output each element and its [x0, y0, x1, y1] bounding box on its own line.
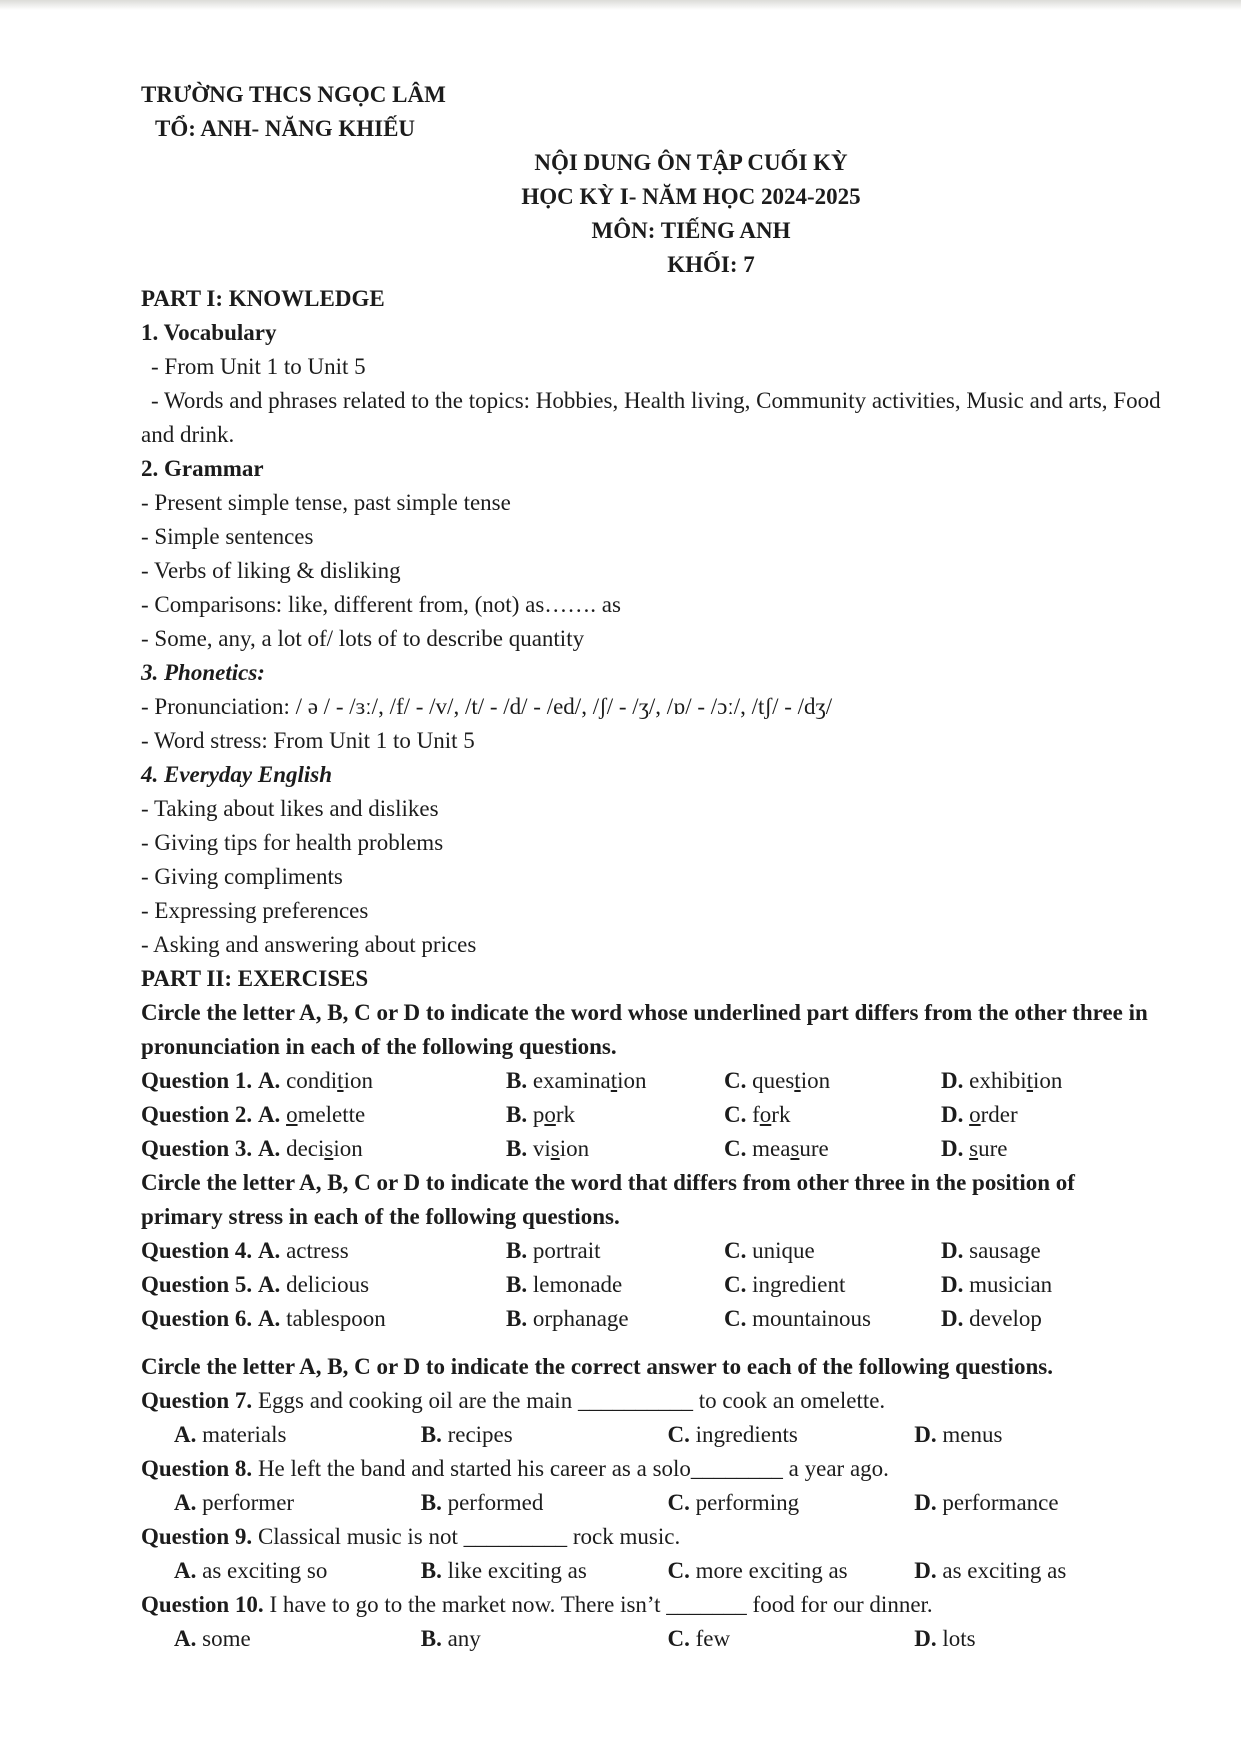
answer-options	[141, 1554, 1161, 1588]
option-letter: C.	[724, 1136, 747, 1161]
option-cell	[421, 1554, 668, 1588]
option-cell	[506, 1268, 724, 1302]
option-letter: A.	[257, 1272, 281, 1297]
option-word: ingredients	[695, 1422, 798, 1447]
option-letter: A.	[257, 1306, 281, 1331]
question-row	[141, 1302, 1161, 1336]
option-letter: A.	[257, 1102, 281, 1127]
underlined-letter: s	[790, 1136, 800, 1161]
everyday-heading: 4. Everyday English	[141, 762, 333, 787]
question-stem	[141, 1384, 1161, 1418]
option-cell	[141, 1302, 506, 1336]
option-word: ingredient	[752, 1272, 846, 1297]
option-letter: B.	[506, 1306, 528, 1331]
underlined-letter: t	[610, 1068, 618, 1093]
question-text: Eggs and cooking oil are the main __________ to cook an omelette.	[257, 1388, 886, 1413]
question-stem	[141, 1452, 1161, 1486]
question-row	[141, 1098, 1161, 1132]
option-cell	[174, 1418, 421, 1452]
underlined-letter: o	[544, 1102, 556, 1127]
instruction-stress: Circle the letter A, B, C or D to indicate the word that differs from other three in the position of primary stress in each of the following questions.	[141, 1170, 1075, 1229]
option-word: delicious	[286, 1272, 370, 1297]
option-letter: B.	[506, 1136, 528, 1161]
underlined-letter: t	[337, 1068, 344, 1093]
question-stem	[141, 1588, 1161, 1622]
question-label: Question 3.	[141, 1136, 253, 1161]
option-word	[533, 1102, 575, 1127]
option-letter: D.	[941, 1136, 964, 1161]
word-part: ion	[617, 1068, 647, 1093]
doc-subject: MÔN: TIẾNG ANH	[591, 218, 791, 243]
option-word: performed	[447, 1490, 544, 1515]
vocab-heading: 1. Vocabulary	[141, 320, 277, 345]
option-letter: B.	[420, 1422, 442, 1447]
doc-term: HỌC KỲ I- NĂM HỌC 2024-2025	[521, 184, 861, 209]
word-part: exhibi	[969, 1068, 1027, 1093]
word-part: melette	[297, 1102, 366, 1127]
underlined-letter: o	[759, 1102, 772, 1127]
word-part: p	[532, 1102, 545, 1127]
option-cell	[668, 1554, 915, 1588]
vocab-item: - From Unit 1 to Unit 5	[151, 354, 366, 379]
multiple-choice-list	[141, 1384, 1161, 1656]
option-letter: B.	[506, 1068, 528, 1093]
option-letter: A.	[174, 1626, 197, 1651]
option-letter: D.	[941, 1306, 964, 1331]
option-cell	[141, 1268, 506, 1302]
option-letter: D.	[914, 1558, 937, 1583]
option-letter: A.	[174, 1422, 197, 1447]
option-cell	[668, 1622, 915, 1656]
doc-title: NỘI DUNG ÔN TẬP CUỐI KỲ	[534, 150, 848, 175]
underlined-letter: o	[286, 1102, 298, 1127]
word-part: examina	[532, 1068, 611, 1093]
option-cell	[174, 1554, 421, 1588]
option-letter: C.	[667, 1422, 690, 1447]
option-letter: C.	[667, 1490, 690, 1515]
option-letter: A.	[257, 1068, 281, 1093]
option-word	[752, 1102, 790, 1127]
option-cell	[141, 1132, 506, 1166]
part2-heading: PART II: EXERCISES	[141, 966, 369, 991]
question-text: He left the band and started his career as a solo________ a year ago.	[257, 1456, 889, 1481]
option-cell	[724, 1098, 941, 1132]
option-letter: D.	[941, 1238, 964, 1263]
question-row	[141, 1132, 1161, 1166]
question-row	[141, 1064, 1161, 1098]
word-part: ion	[800, 1068, 831, 1093]
word-part: ion	[559, 1136, 590, 1161]
option-cell	[914, 1622, 1161, 1656]
option-word	[286, 1068, 373, 1093]
everyday-item: - Asking and answering about prices	[141, 932, 477, 957]
question-text: Classical music is not _________ rock music.	[257, 1524, 681, 1549]
word-part: ion	[1033, 1068, 1063, 1093]
word-part: deci	[286, 1136, 325, 1161]
option-word	[533, 1068, 647, 1093]
pronunciation-question-list	[141, 1064, 1161, 1166]
option-word: some	[202, 1626, 251, 1651]
grammar-heading: 2. Grammar	[141, 456, 264, 481]
option-letter: D.	[914, 1626, 937, 1651]
option-word: as exciting so	[202, 1558, 328, 1583]
word-part: ion	[333, 1136, 363, 1161]
option-cell	[668, 1418, 915, 1452]
option-cell	[914, 1418, 1161, 1452]
word-part: rk	[771, 1102, 791, 1127]
question-stem	[141, 1520, 1161, 1554]
option-cell	[914, 1554, 1161, 1588]
instruction-correct-answer: Circle the letter A, B, C or D to indicate the correct answer to each of the following questions.	[141, 1354, 1053, 1379]
option-letter: B.	[506, 1102, 528, 1127]
word-part: ure	[799, 1136, 829, 1161]
option-cell	[941, 1268, 1161, 1302]
option-cell	[941, 1234, 1161, 1268]
grammar-item: - Comparisons: like, different from, (not) as……. as	[141, 592, 621, 617]
option-word	[969, 1102, 1018, 1127]
option-word: more exciting as	[695, 1558, 848, 1583]
word-part: f	[752, 1102, 760, 1127]
question-row	[141, 1234, 1161, 1268]
option-letter: A.	[174, 1558, 197, 1583]
word-part: ure	[978, 1136, 1008, 1161]
question-label: Question 1.	[141, 1068, 253, 1093]
stress-question-list	[141, 1234, 1161, 1336]
option-word: materials	[202, 1422, 287, 1447]
grammar-item: - Simple sentences	[141, 524, 314, 549]
phonetics-item: - Pronunciation: / ə / - /ɜː/, /f/ - /v/, /t/ - /d/ - /ed/, /ʃ/ - /ʒ/, /ɒ/ - /ɔː/, /tʃ/ - /dʒ/	[141, 694, 833, 719]
option-cell	[506, 1302, 724, 1336]
option-cell	[941, 1302, 1161, 1336]
option-letter: C.	[724, 1272, 747, 1297]
option-word: any	[447, 1626, 481, 1651]
grammar-item: - Verbs of liking & disliking	[141, 558, 401, 583]
question-label: Question 8.	[141, 1456, 253, 1481]
phonetics-heading: 3. Phonetics:	[141, 660, 265, 685]
option-cell	[724, 1132, 941, 1166]
option-word	[286, 1102, 365, 1127]
option-letter: D.	[914, 1422, 937, 1447]
question-label: Question 9.	[141, 1524, 253, 1549]
word-part: vi	[532, 1136, 551, 1161]
option-word: menus	[942, 1422, 1003, 1447]
grammar-item: - Present simple tense, past simple tense	[141, 490, 511, 515]
option-word: like exciting as	[447, 1558, 587, 1583]
option-word: performance	[942, 1490, 1059, 1515]
option-cell	[421, 1622, 668, 1656]
word-part: rder	[980, 1102, 1018, 1127]
answer-options	[141, 1622, 1161, 1656]
option-cell	[724, 1234, 941, 1268]
option-word: portrait	[532, 1238, 601, 1263]
option-letter: A.	[174, 1490, 197, 1515]
underlined-letter: t	[794, 1068, 801, 1093]
answer-options	[141, 1486, 1161, 1520]
option-letter: A.	[257, 1238, 281, 1263]
underlined-letter: t	[1026, 1068, 1034, 1093]
option-word	[969, 1068, 1062, 1093]
option-letter: C.	[724, 1306, 747, 1331]
everyday-item: - Taking about likes and dislikes	[141, 796, 439, 821]
option-letter: C.	[667, 1626, 690, 1651]
option-word: lots	[942, 1626, 976, 1651]
word-part: condi	[286, 1068, 338, 1093]
option-cell	[724, 1064, 941, 1098]
school-name: TRƯỜNG THCS NGỌC LÂM	[141, 82, 446, 107]
document-page	[141, 78, 1161, 1656]
question-label: Question 5.	[141, 1272, 253, 1297]
option-word: orphanage	[532, 1306, 629, 1331]
option-word	[752, 1068, 830, 1093]
option-letter: D.	[941, 1102, 964, 1127]
option-word: performing	[695, 1490, 800, 1515]
part1-heading: PART I: KNOWLEDGE	[141, 286, 385, 311]
grammar-item: - Some, any, a lot of/ lots of to describe quantity	[141, 626, 585, 651]
word-part: ion	[343, 1068, 373, 1093]
word-part: mea	[752, 1136, 791, 1161]
option-word: develop	[969, 1306, 1042, 1331]
department-name: TỔ: ANH- NĂNG KHIẾU	[155, 116, 416, 141]
option-word	[752, 1136, 829, 1161]
option-letter: B.	[506, 1238, 528, 1263]
option-letter: A.	[257, 1136, 281, 1161]
option-word: recipes	[447, 1422, 513, 1447]
option-cell	[174, 1486, 421, 1520]
page-top-edge	[0, 0, 1241, 10]
option-cell	[506, 1064, 724, 1098]
option-letter: C.	[724, 1068, 747, 1093]
option-cell	[668, 1486, 915, 1520]
underlined-letter: o	[969, 1102, 981, 1127]
option-word: sausage	[969, 1238, 1041, 1263]
option-cell	[724, 1268, 941, 1302]
phonetics-item: - Word stress: From Unit 1 to Unit 5	[141, 728, 475, 753]
question-text: I have to go to the market now. There isn’t _______ food for our dinner.	[269, 1592, 933, 1617]
question-label: Question 10.	[141, 1592, 264, 1617]
question-label: Question 7.	[141, 1388, 253, 1413]
option-word: tablespoon	[286, 1306, 386, 1331]
option-cell	[941, 1064, 1161, 1098]
everyday-item: - Giving tips for health problems	[141, 830, 444, 855]
option-word: lemonade	[532, 1272, 623, 1297]
option-cell	[141, 1098, 506, 1132]
option-word: mountainous	[752, 1306, 871, 1331]
option-word	[286, 1136, 363, 1161]
option-word	[533, 1136, 589, 1161]
option-cell	[421, 1486, 668, 1520]
option-cell	[141, 1234, 506, 1268]
option-cell	[141, 1064, 506, 1098]
question-label: Question 2.	[141, 1102, 253, 1127]
option-letter: B.	[506, 1272, 528, 1297]
option-cell	[941, 1132, 1161, 1166]
question-label: Question 6.	[141, 1306, 253, 1331]
option-word	[969, 1136, 1007, 1161]
option-letter: D.	[941, 1068, 964, 1093]
option-letter: B.	[420, 1490, 442, 1515]
option-letter: C.	[724, 1238, 747, 1263]
option-letter: B.	[420, 1558, 442, 1583]
spacer	[141, 1336, 1161, 1350]
underlined-letter: s	[969, 1136, 979, 1161]
word-part: rk	[555, 1102, 576, 1127]
option-letter: B.	[420, 1626, 442, 1651]
option-cell	[914, 1486, 1161, 1520]
option-cell	[941, 1098, 1161, 1132]
option-word: unique	[752, 1238, 815, 1263]
underlined-letter: s	[324, 1136, 334, 1161]
option-word: as exciting as	[942, 1558, 1067, 1583]
option-letter: D.	[941, 1272, 964, 1297]
option-cell	[724, 1302, 941, 1336]
option-word: musician	[969, 1272, 1053, 1297]
option-letter: D.	[914, 1490, 937, 1515]
everyday-item: - Giving compliments	[141, 864, 343, 889]
question-row	[141, 1268, 1161, 1302]
option-cell	[506, 1234, 724, 1268]
doc-grade: KHỐI: 7	[667, 252, 755, 277]
option-letter: C.	[724, 1102, 747, 1127]
option-cell	[506, 1132, 724, 1166]
option-word: few	[695, 1626, 731, 1651]
option-cell	[506, 1098, 724, 1132]
word-part: ques	[752, 1068, 795, 1093]
underlined-letter: s	[550, 1136, 560, 1161]
option-word: actress	[286, 1238, 349, 1263]
question-label: Question 4.	[141, 1238, 253, 1263]
answer-options	[141, 1418, 1161, 1452]
option-letter: C.	[667, 1558, 690, 1583]
everyday-item: - Expressing preferences	[141, 898, 369, 923]
option-cell	[174, 1622, 421, 1656]
option-cell	[421, 1418, 668, 1452]
instruction-pronunciation: Circle the letter A, B, C or D to indicate the word whose underlined part differs from the other three in pronunciation in each of the following questions.	[141, 1000, 1148, 1059]
vocab-item: - Words and phrases related to the topics: Hobbies, Health living, Community activities, Music and arts, Food and drink.	[141, 388, 1161, 447]
option-word: performer	[202, 1490, 295, 1515]
